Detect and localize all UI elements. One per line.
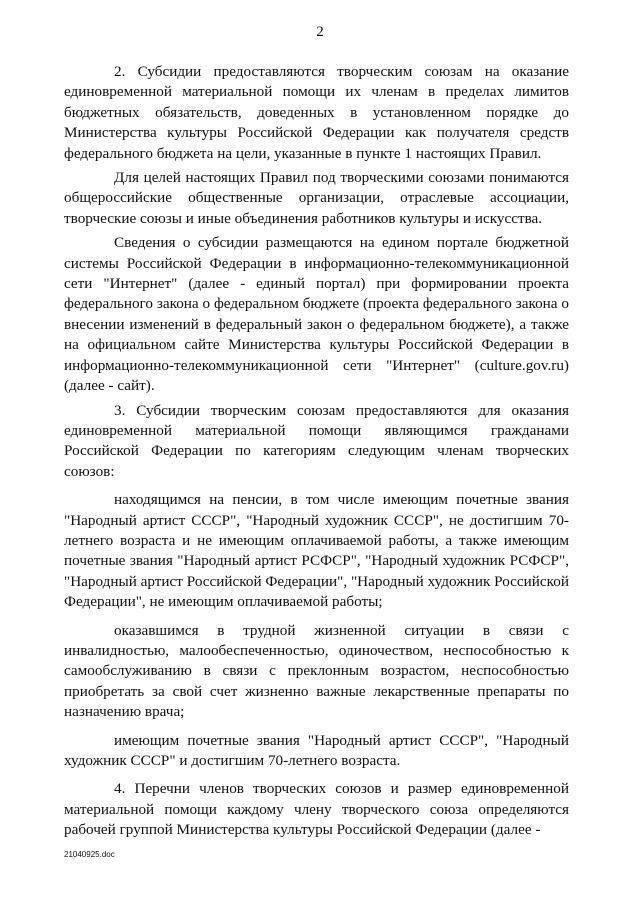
paragraph-creative-unions-definition: Для целей настоящих Правил под творческими союзами понимаются общероссийские общественные организации, отраслевые ассоциации, творческие союзы и иные объединения работников культуры и искусства.	[64, 169, 569, 227]
paragraph-subsidy-info-placement: Сведения о субсидии размещаются на едином портале бюджетной системы Российской Федерации в информационно-телекоммуникационной сети "Интернет" (далее - единый портал) при формировании проекта федерального закона о федеральном бюджете (проекта федерального закона о внесении изменений в федеральный закон о федеральном бюджете), а также на официальном сайте Министерства культуры Российской Федерации в информационно-телекоммуникационной сети "Интернет" (culture.gov.ru) (далее - сайт).	[64, 234, 569, 395]
paragraph-4-working-group: 4. Перечни членов творческих союзов и размер единовременной материальной помощи каждому члену творческого союза определяются рабочей группой Министерства культуры Российской Федерации (далее -	[64, 780, 569, 839]
paragraph-category-pensioners: находящимся на пенсии, в том числе имеющим почетные звания "Народный артист СССР", "Народный художник СССР", не достигшим 70-летнего возраста и не имеющим оплачиваемой работы, а также имеющим почетные звания "Народный артист РСФСР", "Народный художник РСФСР", "Народный артист Российской Федерации", "Народный художник Российской Федерации", не имеющим оплачиваемой работы;	[64, 491, 569, 611]
page-number: 2	[316, 24, 324, 40]
footer-filename: 21040925.doc	[64, 850, 115, 859]
paragraph-category-hardship: оказавшимся в трудной жизненной ситуации в связи с инвалидностью, малообеспеченностью, одиночеством, неспособностью к самообслуживанию в связи с преклонным возрастом, неспособностью приобретать за свой счет жизненно важные лекарственные препараты по назначению врача;	[64, 621, 569, 721]
document-body	[64, 62, 569, 845]
paragraph-3-categories: 3. Субсидии творческим союзам предоставляются для оказания единовременной материальной помощи являющимся гражданами Российской Федерации по категориям следующим членам творческих союзов:	[64, 401, 569, 480]
paragraph-2-subsidies: 2. Субсидии предоставляются творческим союзам на оказание единовременной материальной помощи их членам в пределах лимитов бюджетных обязательств, доведенных в установленном порядке до Министерства культуры Российской Федерации как получателя средств федерального бюджета на цели, указанные в пункте 1 настоящих Правил.	[64, 63, 569, 162]
paragraph-category-titled-70: имеющим почетные звания "Народный артист СССР", "Народный художник СССР" и достигшим 70-летнего возраста.	[64, 731, 569, 769]
